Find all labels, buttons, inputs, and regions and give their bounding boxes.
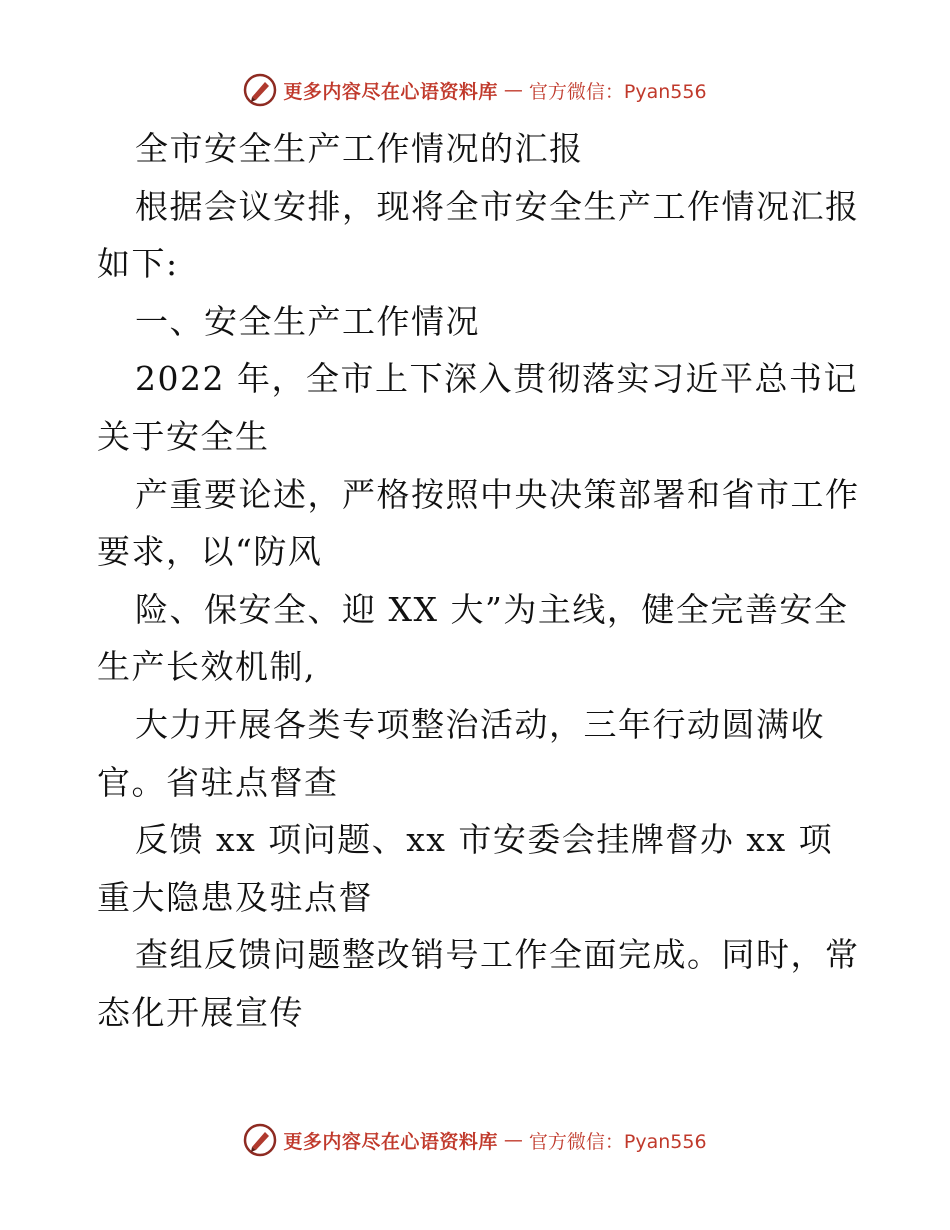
text-line: 一、安全生产工作情况 [135,301,480,341]
pen-logo-icon [243,1123,277,1157]
pen-logo-icon [243,73,277,107]
text-line: 反馈 xx 项问题、xx 市安委会挂牌督办 xx 项 [135,820,834,860]
text-line: 要求，以“防风 [97,532,323,572]
text-line: 如下: [97,244,179,284]
text-line: 生产长效机制, [97,647,316,687]
text-line: 关于安全生 [97,416,270,456]
text-line: 2022 年，全市上下深入贯彻落实习近平总书记 [135,359,858,399]
text-line: 根据会议安排，现将全市安全生产工作情况汇报 [135,186,860,226]
watermark-separator: — [503,1129,523,1151]
watermark-separator: — [503,79,523,101]
document-title: 全市安全生产工作情况的汇报 [135,129,584,168]
watermark-brand: 更多内容尽在心语资料库 [283,80,498,103]
watermark-wechat: 官方微信：Pyan556 [528,1130,707,1153]
text-line: 态化开展宣传 [97,992,304,1032]
watermark-wechat: 官方微信：Pyan556 [528,80,707,103]
watermark-footer [0,1120,950,1160]
text-line: 查组反馈问题整改销号工作全面完成。同时，常 [135,935,860,975]
watermark-header [0,70,950,110]
text-line: 大力开展各类专项整治活动，三年行动圆满收 [135,704,825,744]
text-line: 重大隐患及驻点督 [97,877,373,917]
text-line: 官。省驻点督查 [97,762,339,802]
watermark-brand: 更多内容尽在心语资料库 [283,1130,498,1153]
document-body [97,120,860,1042]
text-line: 产重要论述，严格按照中央决策部署和省市工作 [135,474,860,514]
text-line: 险、保安全、迎 XX 大”为主线，健全完善安全 [135,589,849,629]
